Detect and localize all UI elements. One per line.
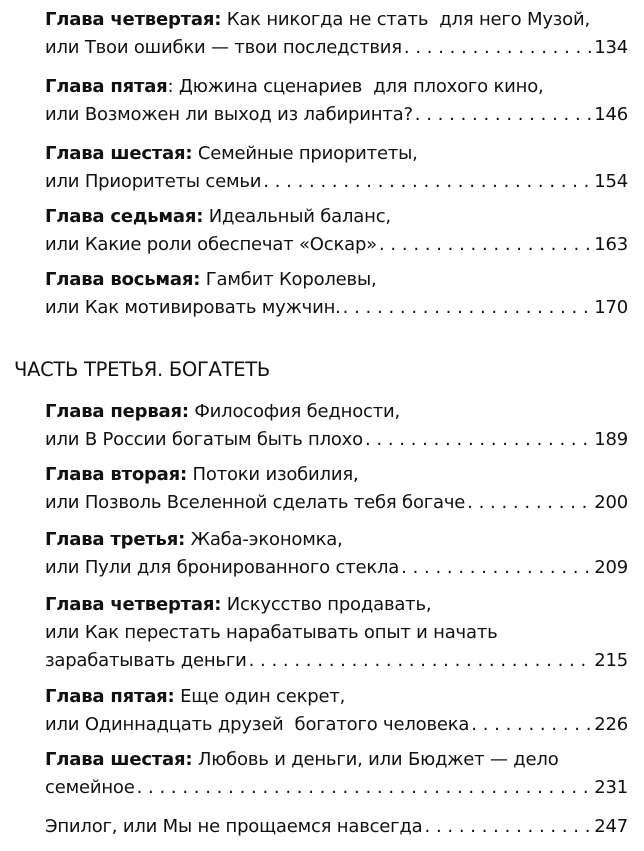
toc-entry-title-line [45,203,628,231]
toc-entry-part3-chapter-4[interactable] [45,591,628,675]
chapter-title: Жаба-экономка, [185,529,343,550]
toc-entry-chapter-4[interactable] [45,6,628,62]
toc-entry-chapter-5[interactable] [45,73,628,129]
dot-leader [425,813,593,841]
toc-entry-subtitle-line [45,774,628,802]
epilogue-title: Эпилог, или Мы не прощаемся навсегда [45,816,423,837]
chapter-subtitle: или Пули для бронированного стекла [45,557,400,578]
dot-leader [343,294,593,322]
chapter-subtitle: или Возможен ли выход из лабиринта? [45,104,413,125]
toc-entry-chapter-8[interactable] [45,266,628,322]
page-number: 134 [594,37,628,58]
toc-entry-title-line [45,73,628,101]
chapter-label: Глава пятая [45,76,168,97]
chapter-title: : Дюжина сценариев для плохого кино, [167,76,544,97]
toc-entry-subtitle-line [45,489,628,517]
toc-entry-part3-chapter-2[interactable] [45,461,628,517]
toc-entry-subtitle-line [45,101,628,129]
chapter-title: Искусство продавать, [221,594,432,615]
chapter-label: Глава вторая: [45,464,187,485]
chapter-title: Идеальный баланс, [203,206,391,227]
chapter-subtitle: или Позволь Вселенной сделать тебя богаче [45,492,466,513]
page-number: 200 [594,492,628,513]
dot-leader [137,774,593,802]
toc-entry-part3-chapter-6[interactable] [45,746,628,802]
chapter-label: Глава шестая: [45,749,193,770]
chapter-title: Потоки изобилия, [186,464,359,485]
chapter-subtitle: или В России богатым быть плохо [45,429,363,450]
dot-leader [467,489,592,517]
toc-entry-title-line [45,461,628,489]
chapter-label: Глава седьмая: [45,206,204,227]
page-number: 209 [594,557,628,578]
dot-leader [263,168,592,196]
dot-leader [471,711,592,739]
chapter-subtitle: семейное [45,777,135,798]
toc-entry-subtitle-line [45,294,628,322]
chapter-label: Глава шестая: [45,143,193,164]
chapter-label: Глава четвертая: [45,9,222,30]
page-number: 215 [594,650,628,671]
toc-entry-subtitle-line [45,619,628,647]
toc-entry-title-line [45,746,628,774]
chapter-label: Глава пятая: [45,686,175,707]
toc-entry-epilogue[interactable] [45,813,628,841]
chapter-subtitle: или Твои ошибки — твои последствия [45,37,402,58]
toc-entry-part3-chapter-3[interactable] [45,526,628,582]
page-number: 189 [594,429,628,450]
chapter-label: Глава восьмая: [45,269,201,290]
toc-entry-title-line [45,813,628,841]
chapter-label: Глава третья: [45,529,186,550]
dot-leader [415,101,592,129]
chapter-label: Глава четвертая: [45,594,222,615]
chapter-title: Философия бедности, [188,401,401,422]
toc-entry-title-line [45,683,628,711]
dot-leader [401,554,592,582]
chapter-title: Еще один секрет, [174,686,346,707]
chapter-subtitle: или Как мотивировать мужчин. [45,297,341,318]
page-number: 247 [594,816,628,837]
chapter-title: Семейные приоритеты, [192,143,418,164]
toc-entry-subtitle-line [45,34,628,62]
dot-leader [379,231,592,259]
page-number: 231 [594,777,628,798]
chapter-subtitle: или Приоритеты семьи [45,171,262,192]
toc-entry-subtitle-line [45,554,628,582]
toc-entry-chapter-6[interactable] [45,140,628,196]
toc-entry-title-line [45,140,628,168]
toc-entry-title-line [45,266,628,294]
chapter-subtitle: или Одиннадцать друзей богатого человека [45,714,470,735]
chapter-title: Гамбит Королевы, [200,269,377,290]
toc-entry-subtitle-line [45,168,628,196]
page-number: 226 [594,714,628,735]
toc-entry-subtitle-line-2 [45,647,628,675]
toc-entry-title-line [45,398,628,426]
chapter-subtitle-continued: зарабатывать деньги [45,650,247,671]
chapter-title: Любовь и деньги, или Бюджет — дело [192,749,559,770]
chapter-label: Глава первая: [45,401,189,422]
toc-entry-subtitle-line [45,231,628,259]
chapter-subtitle: или Как перестать нарабатывать опыт и начать [45,622,498,643]
toc-entry-title-line [45,591,628,619]
page-number: 154 [594,171,628,192]
page-number: 146 [594,104,628,125]
dot-leader [249,647,593,675]
toc-entry-chapter-7[interactable] [45,203,628,259]
dot-leader [365,426,592,454]
toc-entry-title-line [45,6,628,34]
toc-entry-subtitle-line [45,426,628,454]
dot-leader [404,34,592,62]
page-number: 170 [594,297,628,318]
toc-entry-title-line [45,526,628,554]
chapter-subtitle: или Какие роли обеспечат «Оскар» [45,234,377,255]
part-heading: ЧАСТЬ ТРЕТЬЯ. БОГАТЕТЬ [14,358,270,381]
toc-entry-subtitle-line [45,711,628,739]
page-number: 163 [594,234,628,255]
toc-entry-part3-chapter-5[interactable] [45,683,628,739]
chapter-title: Как никогда не стать для него Музой, [221,9,590,30]
toc-entry-part3-chapter-1[interactable] [45,398,628,454]
